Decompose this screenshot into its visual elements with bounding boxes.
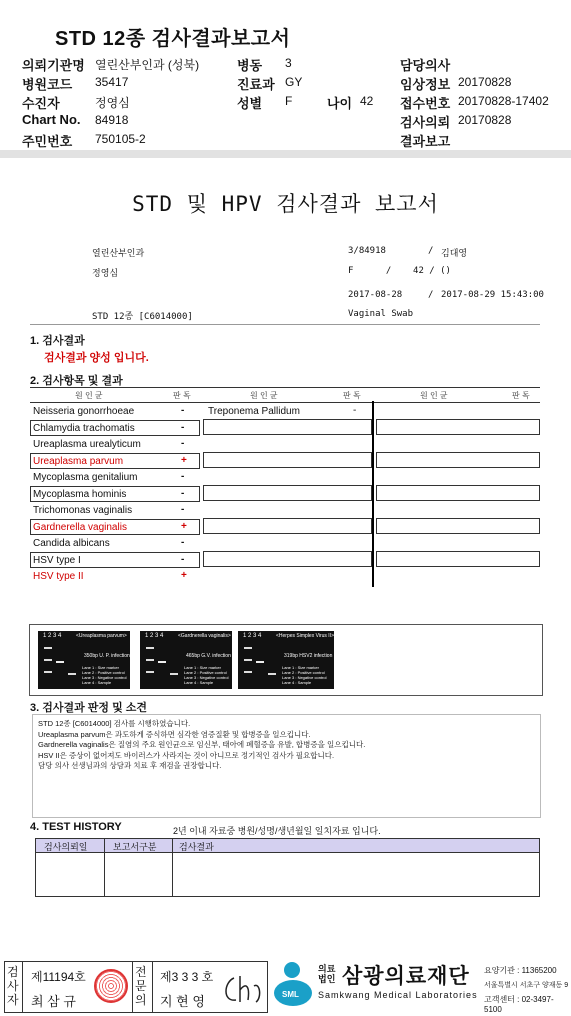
divider — [132, 961, 133, 1013]
pathogen-result: - — [181, 438, 185, 449]
gel-lanes: 1 2 3 4 — [43, 633, 62, 639]
specialist-license: 제3 3 3 호 — [160, 970, 214, 984]
header-value: 84918 — [95, 113, 129, 127]
header-value: 정영심 — [95, 96, 130, 110]
empty-result-box — [203, 551, 372, 567]
header-value: F — [285, 94, 293, 108]
header-value: 20170828 — [458, 113, 512, 127]
gel-band — [158, 661, 166, 663]
org-name: 삼광의료재단 — [342, 965, 470, 988]
col-judge-1: 판 독 — [173, 391, 191, 400]
col-pathogen-1: 원 인 균 — [75, 391, 103, 400]
pathogen-name: Candida albicans — [33, 538, 110, 549]
history-col: 검사의뢰일 — [44, 842, 88, 852]
org-info: 고객센터 : 02-3497-5100 — [484, 995, 554, 1014]
pathogen-result: - — [181, 537, 185, 548]
pathogen-result: + — [181, 454, 187, 466]
header-label: 검사의뢰 — [400, 115, 451, 130]
pathogen-name: Treponema Pallidum — [208, 406, 300, 417]
overall-result: 검사결과 양성 입니다. — [44, 352, 149, 364]
org-info: 서울특별시 서초구 양재동 9 — [484, 982, 569, 989]
gel-band — [256, 661, 264, 663]
org-prefix: 의료법인 — [318, 964, 336, 984]
section1-heading: 1. 검사결과 — [30, 335, 85, 347]
gel-band — [44, 659, 52, 661]
doctor-name: 김대영 — [441, 249, 468, 259]
pathogen-result: - — [181, 421, 185, 433]
specialist-label: 전문의 — [135, 965, 147, 1007]
header-label: 의뢰기관명 — [22, 58, 85, 73]
gel-band-label: 319bp HSV2 infection — [284, 653, 333, 659]
specialist-name: 지 현 영 — [160, 994, 205, 1009]
history-col: 보고서구분 — [113, 842, 157, 852]
empty-result-box — [203, 419, 372, 435]
seal-stamp — [94, 969, 128, 1003]
pathogen-name: Trichomonas vaginalis — [33, 505, 133, 516]
test-code: STD 12종 [C6014000] — [92, 312, 193, 322]
header-label: 진료과 — [237, 77, 275, 92]
remark-line: Ureaplasma parvum은 과도하게 증식하면 심각한 염증질환 및 합병증을 일으킵니다. — [38, 729, 311, 739]
empty-result-box — [376, 551, 540, 567]
header-value: 3 — [285, 56, 292, 70]
gel-image — [238, 631, 334, 689]
header-label: 나이 — [327, 96, 353, 111]
col-pathogen-3: 원 인 균 — [420, 391, 448, 400]
gel-title: <Ureaplasma parvum> — [76, 633, 127, 639]
specimen: Vaginal Swab — [348, 309, 414, 319]
gel-title: <Gardnerella vaginalis> — [178, 633, 231, 639]
pathogen-name: Gardnerella vaginalis — [33, 521, 127, 533]
pathogen-name: Mycoplasma genitalium — [33, 472, 138, 483]
report-title: STD 12종 검사결과보고서 — [55, 28, 291, 50]
gel-image — [38, 631, 130, 689]
header-label: 주민번호 — [22, 134, 73, 149]
rule — [30, 324, 540, 325]
pathogen-name: Chlamydia trachomatis — [33, 422, 135, 434]
divider — [22, 961, 23, 1013]
remark-line: STD 12종 [C6014000] 검사를 시행하였습니다. — [38, 719, 191, 728]
sml-logo-icon — [270, 962, 316, 1008]
gel-band — [146, 671, 154, 673]
gel-band-label: 350bp U. P. infection — [84, 653, 130, 659]
header-label: 병동 — [237, 58, 263, 73]
slash: / — [428, 246, 434, 256]
pathogen-result: - — [181, 553, 185, 565]
gel-band — [170, 673, 178, 675]
pathogen-name: Ureaplasma urealyticum — [33, 439, 141, 450]
header-label: 병원코드 — [22, 77, 73, 92]
date-received: 2017-08-28 — [348, 290, 403, 300]
section4-heading: 4. TEST HISTORY — [30, 821, 122, 833]
gel-lanes: 1 2 3 4 — [145, 633, 164, 639]
remark-line: 담당 의사 선생님과의 상담과 치료 후 재검을 권장합니다. — [38, 761, 222, 770]
divider — [152, 961, 153, 1013]
header-value: 20170828-17402 — [458, 94, 549, 108]
header-label: 접수번호 — [400, 96, 451, 111]
empty-result-box — [203, 485, 372, 501]
history-body — [35, 852, 540, 897]
hospital-name: 열린산부인과 — [92, 249, 145, 259]
col-judge-3: 판 독 — [512, 391, 530, 400]
header-label: Chart No. — [22, 112, 81, 127]
gel-band-label: 465bp G.V. infection — [186, 653, 231, 659]
table-header — [30, 387, 540, 403]
pathogen-result: + — [181, 570, 187, 581]
history-divider — [172, 838, 173, 897]
divider — [0, 150, 571, 158]
history-divider — [104, 838, 105, 897]
column-divider — [372, 401, 374, 587]
org-info: 요양기관 : 11365200 — [484, 966, 557, 975]
gel-band — [244, 647, 252, 649]
inspector-name: 최 삼 규 — [31, 994, 76, 1009]
patient-name: 정영심 — [92, 269, 119, 279]
gel-band — [44, 671, 52, 673]
header-label: 임상정보 — [400, 77, 451, 92]
history-header — [35, 838, 540, 853]
gel-legend: Lane 1 : Size marker Lane 2 : Positive control Lane 3 : Negative control Lane 4 : Sample — [82, 665, 127, 685]
pathogen-name: Neisseria gonorrhoeae — [33, 406, 135, 417]
gel-title: <Herpes Simplex Virus II> — [276, 633, 334, 639]
inspector-label: 검사자 — [7, 965, 19, 1007]
gel-band — [146, 659, 154, 661]
section2-heading: 2. 검사항목 및 결과 — [30, 375, 123, 387]
history-col: 검사결과 — [179, 842, 214, 852]
header-value: 35417 — [95, 75, 129, 89]
empty-result-box — [203, 452, 372, 468]
pathogen-result: - — [181, 471, 185, 482]
pathogen-name: Mycoplasma hominis — [33, 488, 127, 500]
header-label: 담당의사 — [400, 58, 451, 73]
gel-legend: Lane 1 : Size marker Lane 2 : Positive control Lane 3 : Negative control Lane 4 : Sample — [282, 665, 327, 685]
gel-band — [68, 673, 76, 675]
pathogen-name: HSV type II — [33, 571, 84, 582]
pathogen-result: - — [181, 487, 185, 499]
pathogen-name: HSV type I — [33, 554, 81, 566]
gel-band — [44, 647, 52, 649]
gel-band — [244, 659, 252, 661]
sex-age: F / 42 / () — [348, 266, 451, 276]
slash: / — [428, 290, 434, 300]
header-label: 성별 — [237, 96, 263, 111]
col-judge-2: 판 독 — [343, 391, 361, 400]
empty-result-box — [376, 485, 540, 501]
empty-result-box — [376, 518, 540, 534]
empty-result-box — [376, 452, 540, 468]
gel-band — [56, 661, 64, 663]
remark-line: HSV II은 증상이 없어져도 바이러스가 사라지는 것이 아니므로 정기적인 검사가 필요합니다. — [38, 750, 335, 760]
empty-result-box — [203, 518, 372, 534]
gel-lanes: 1 2 3 4 — [243, 633, 262, 639]
col-pathogen-2: 원 인 균 — [250, 391, 278, 400]
gel-images — [29, 624, 543, 696]
header-label: 결과보고 — [400, 134, 451, 149]
pathogen-name: Ureaplasma parvum — [33, 455, 124, 467]
date-reported: 2017-08-29 15:43:00 — [441, 290, 544, 300]
header-value: 42 — [360, 94, 374, 108]
signature — [220, 972, 264, 1008]
gel-band — [244, 671, 252, 673]
document-title: STD 및 HPV 검사결과 보고서 — [132, 192, 439, 216]
gel-band — [268, 673, 276, 675]
pathogen-result: - — [181, 504, 185, 515]
gel-band — [146, 647, 154, 649]
pathogen-result: + — [181, 520, 187, 532]
section3-heading: 3. 검사결과 판정 및 소견 — [30, 702, 148, 714]
chart-doctor: 3/84918 — [348, 246, 386, 256]
inspector-license: 제11194호 — [31, 970, 86, 984]
remark-line: Gardnerella vaginalis은 질염의 주요 원인균으로 임신부, 태아에 폐혈증을 유발, 합병증을 일으킵니다. — [38, 740, 366, 749]
gel-image — [140, 631, 232, 689]
header-value: GY — [285, 75, 303, 89]
gel-legend: Lane 1 : Size marker Lane 2 : Positive control Lane 3 : Negative control Lane 4 : Sample — [184, 665, 229, 685]
pathogen-result: - — [353, 405, 357, 416]
sml-logo-text: SML — [282, 990, 299, 999]
header-label: 수진자 — [22, 96, 60, 111]
header-value: 750105-2 — [95, 132, 146, 146]
header-value: 열린산부인과 (성북) — [95, 58, 200, 72]
history-note: 2년 이내 자료중 병원/성명/생년월일 일치자료 입니다. — [173, 826, 381, 836]
pathogen-result: - — [181, 405, 185, 416]
org-english: Samkwang Medical Laboratories — [318, 990, 478, 1000]
header-value: 20170828 — [458, 75, 512, 89]
empty-result-box — [376, 419, 540, 435]
